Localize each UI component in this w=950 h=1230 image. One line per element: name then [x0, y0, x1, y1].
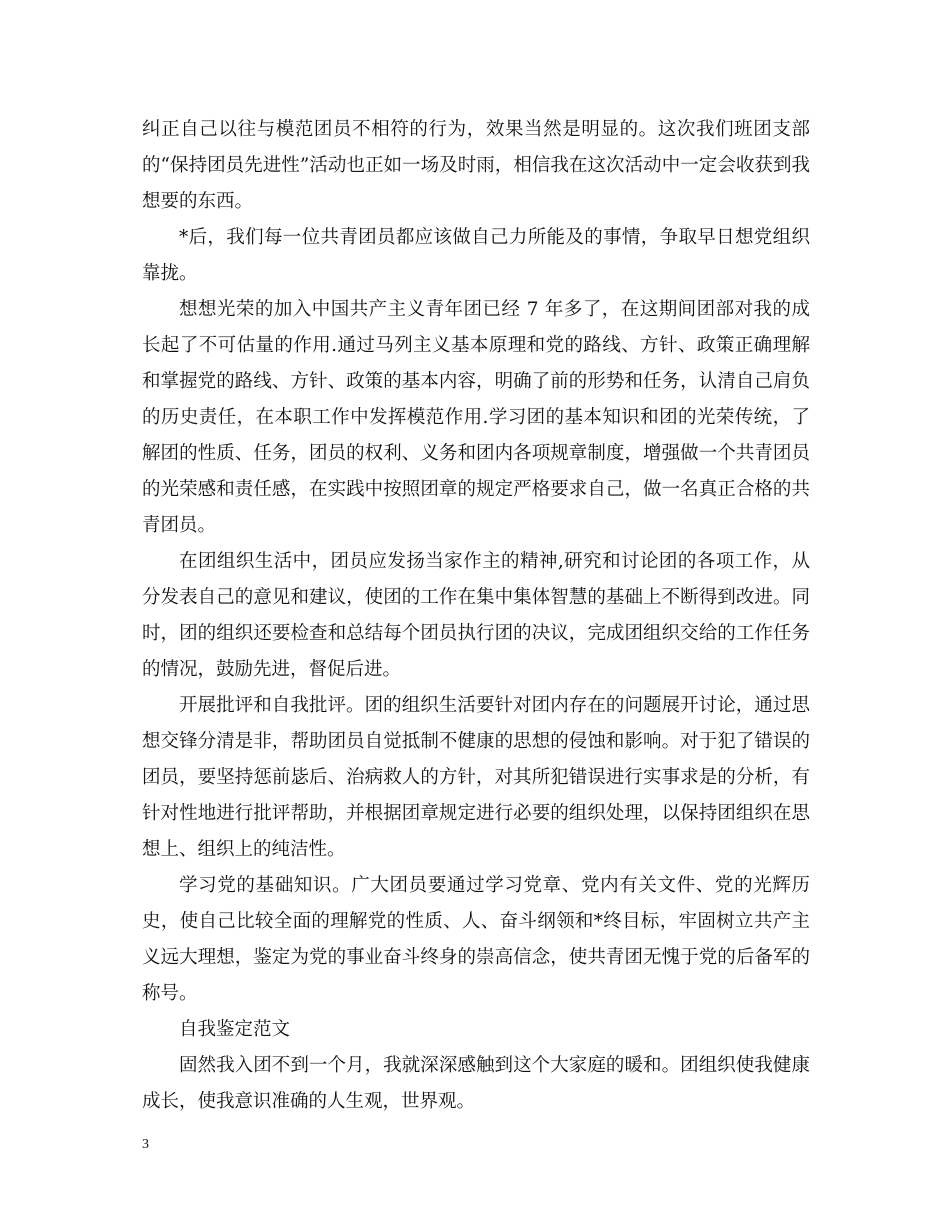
- paragraph: 在团组织生活中，团员应发扬当家作主的精神,研究和讨论团的各项工作，从分发表自己的意见和建议，使团的工作在集中集体智慧的基础上不断得到改进。同时，团的组织还要检查和总结每个团员执行团的决议，完成团组织交给的工作任务的情况，鼓励先进，督促后进。: [142, 551, 810, 680]
- page-number: 3: [142, 1137, 149, 1152]
- section-heading: 自我鉴定范文: [179, 1019, 291, 1040]
- paragraph: 固然我入团不到一个月，我就深深感触到这个大家庭的暖和。团组织使我健康成长，使我意识准确的人生观，世界观。: [142, 1055, 810, 1112]
- body-text: [142, 112, 810, 1120]
- paragraph: 想想光荣的加入中国共产主义青年团已经 7 年多了，在这期间团部对我的成长起了不可估量的作用.通过马列主义基本原理和党的路线、方针、政策正确理解和掌握党的路线、方针、政策的基本内容，明确了前的形势和任务，认清自己肩负的历史责任，在本职工作中发挥模范作用.学习团的基本知识和团的光荣传统，了解团的性质、任务，团员的权利、义务和团内各项规章制度，增强做一个共青团员的光荣感和责任感，在实践中按照团章的规定严格要求自己，做一名真正合格的共青团员。: [142, 299, 810, 536]
- paragraph: 开展批评和自我批评。团的组织生活要针对团内存在的问题展开讨论，通过思想交锋分清是非，帮助团员自觉抵制不健康的思想的侵蚀和影响。对于犯了错误的团员，要坚持惩前毖后、治病救人的方针，对其所犯错误进行实事求是的分析，有针对性地进行批评帮助，并根据团章规定进行必要的组织处理，以保持团组织在思想上、组织上的纯洁性。: [142, 695, 810, 860]
- paragraph: 纠正自己以往与模范团员不相符的行为，效果当然是明显的。这次我们班团支部的“保持团员先进性”活动也正如一场及时雨，相信我在这次活动中一定会收获到我想要的东西。: [142, 119, 810, 212]
- paragraph: *后，我们每一位共青团员都应该做自己力所能及的事情，争取早日想党组织靠拢。: [142, 227, 810, 284]
- paragraph: 学习党的基础知识。广大团员要通过学习党章、党内有关文件、党的光辉历史，使自己比较全面的理解党的性质、人、奋斗纲领和*终目标，牢固树立共产主义远大理想，鉴定为党的事业奋斗终身的崇高信念，使共青团无愧于党的后备军的称号。: [142, 875, 810, 1004]
